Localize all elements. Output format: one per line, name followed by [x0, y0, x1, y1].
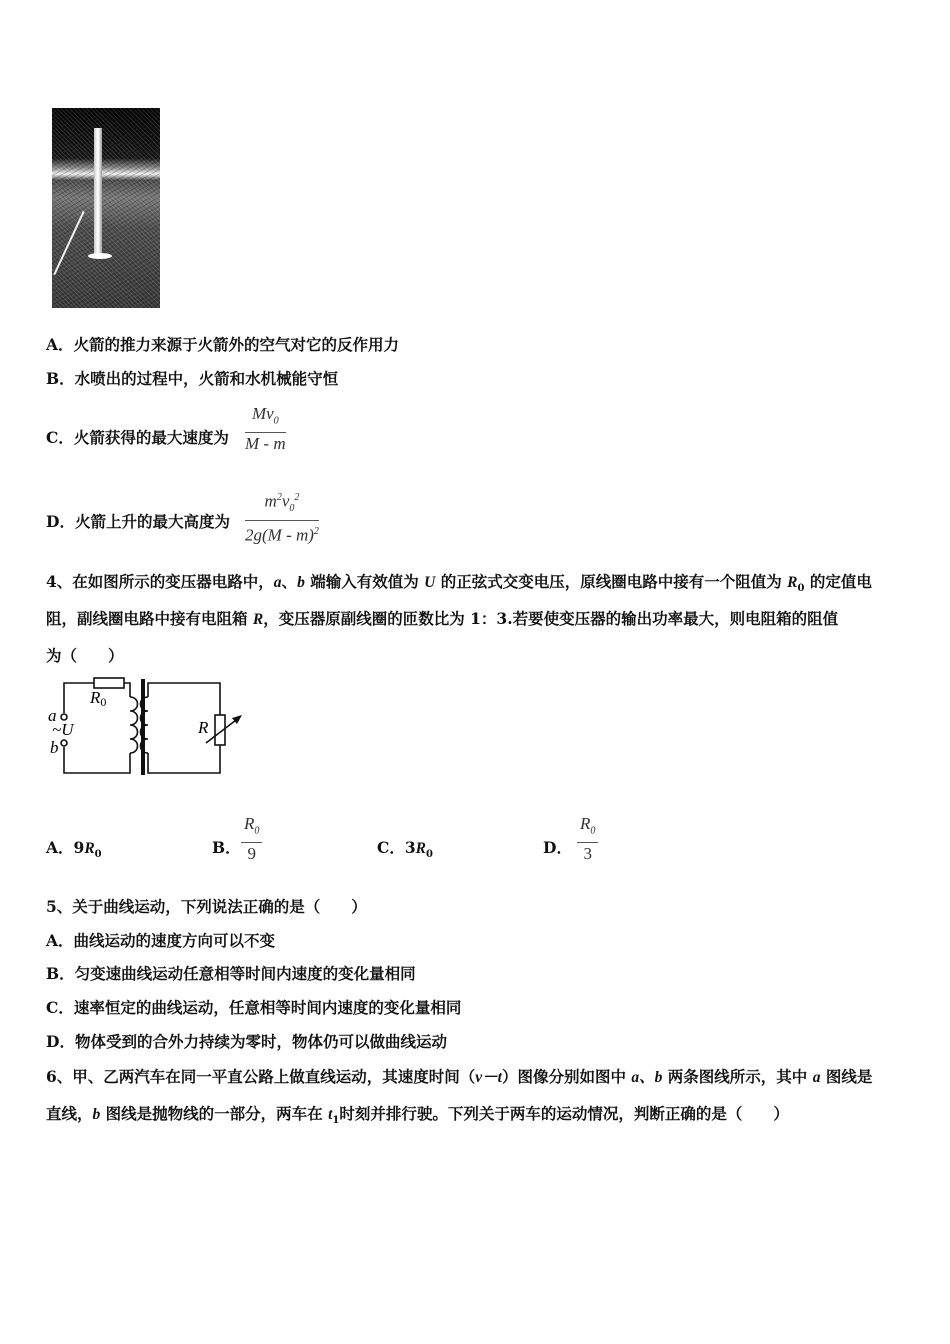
q3-option-d-formula — [245, 487, 319, 547]
label-a: a — [48, 706, 57, 725]
text: 的正弦式交变电压，原线圈电路中接有一个阻值为 — [435, 572, 788, 591]
var: v－t — [475, 1069, 502, 1086]
var: t — [328, 1106, 333, 1123]
formula-sub: 0 — [273, 415, 279, 427]
var: R — [415, 840, 426, 857]
formula-sup: 2 — [276, 492, 282, 503]
label-b: b — [50, 738, 59, 757]
q3-option-c-formula — [245, 403, 286, 455]
q3-option-d — [46, 512, 230, 532]
text: 图线是抛物线的一部分，两车在 — [100, 1104, 329, 1123]
launch-stand — [53, 211, 84, 275]
sub: 0 — [254, 825, 260, 837]
sub: 1 — [332, 1115, 340, 1127]
q3-option-d-label: D．火箭上升的最大高度为 — [46, 512, 230, 531]
q4-stem-line3: 为（ ） — [46, 646, 124, 665]
formula-v: v — [281, 491, 290, 511]
q4-stem-line2 — [46, 609, 838, 630]
q3-option-a: A．火箭的推力来源于火箭外的空气对它的反作用力 — [46, 335, 400, 354]
den: 3 — [583, 844, 592, 864]
text: 6、甲、乙两汽车在同一平直公路上做直线运动，其速度时间（ — [46, 1067, 476, 1086]
text: 端输入有效值为 — [304, 572, 425, 591]
q5-option-d: D．物体受到的合外力持续为零时，物体仍可以做曲线运动 — [46, 1032, 447, 1051]
label: A．9 — [46, 838, 85, 857]
q3-option-c — [46, 428, 229, 448]
formula-num: Mv — [251, 404, 274, 423]
text: 时刻并排行驶。下列关于两车的运动情况，判断正确的是（ ） — [339, 1104, 789, 1123]
label-r0: R0 — [90, 688, 107, 709]
q4-option-b — [212, 838, 241, 858]
q5-option-a: A．曲线运动的速度方向可以不变 — [46, 931, 276, 950]
label: C．3 — [377, 838, 416, 857]
formula-sup: 2 — [294, 492, 300, 503]
rocket-figure — [94, 128, 102, 258]
var-b: b — [297, 574, 305, 591]
formula-m: m — [264, 491, 277, 511]
q5-option-c: C．速率恒定的曲线运动，任意相等时间内速度的变化量相同 — [46, 998, 462, 1017]
water-rocket-photo — [52, 108, 160, 308]
formula-den: 2g(M - m) — [245, 525, 314, 545]
text: 4、在如图所示的变压器电路中， — [46, 572, 274, 591]
text: 阻，副线圈电路中接有电阻箱 — [46, 609, 253, 628]
text: ，变压器原副线圈的匝数比为 1：3.若要使变压器的输出功率最大，则电阻箱的阻值 — [263, 609, 839, 628]
text: 图线是 — [820, 1067, 873, 1086]
var-r: R — [252, 611, 264, 628]
var: R — [84, 840, 95, 857]
q3-option-c-label: C．火箭获得的最大速度为 — [46, 428, 229, 447]
text: ）图像分别如图中 — [501, 1067, 632, 1086]
formula-sub: 0 — [289, 503, 295, 515]
var: a — [812, 1069, 821, 1086]
q5-stem: 5、关于曲线运动，下列说法正确的是（ ） — [46, 897, 367, 916]
launch-base — [88, 253, 112, 259]
var-a: a — [273, 574, 282, 591]
label: B． — [212, 838, 241, 857]
q3-option-b: B．水喷出的过程中，火箭和水机械能守恒 — [46, 369, 339, 388]
q6-stem-line2 — [46, 1104, 789, 1131]
q4-option-a — [46, 838, 102, 865]
label-u: ~U — [52, 720, 74, 739]
sub: 0 — [425, 849, 433, 861]
q5-option-b: B．匀变速曲线运动任意相等时间内速度的变化量相同 — [46, 964, 416, 983]
formula-den: M - m — [245, 434, 286, 454]
num: R — [244, 814, 255, 833]
q4-option-d-formula — [577, 813, 598, 865]
label-r: R — [198, 718, 209, 737]
sub: 0 — [590, 825, 596, 837]
text: 两条图线所示，其中 — [662, 1067, 813, 1086]
var-r: R — [787, 574, 798, 591]
q6-stem-line1 — [46, 1067, 872, 1088]
q4-option-c — [377, 838, 433, 865]
sub: 0 — [797, 583, 805, 595]
sub: 0 — [94, 849, 102, 861]
transformer-circuit-diagram — [46, 675, 246, 780]
text: 直线， — [46, 1104, 93, 1123]
q4-option-d — [543, 838, 572, 858]
var-u: U — [424, 574, 436, 591]
num: R — [580, 814, 591, 833]
var: a、b — [631, 1069, 663, 1086]
text: 的定值电 — [804, 572, 872, 591]
text: 、 — [281, 572, 298, 591]
var: b — [92, 1106, 101, 1123]
den: 9 — [247, 844, 256, 864]
label: D． — [543, 838, 572, 857]
q4-option-b-formula — [241, 813, 262, 865]
formula-sup: 2 — [313, 526, 319, 538]
q4-stem-line1 — [46, 572, 872, 599]
